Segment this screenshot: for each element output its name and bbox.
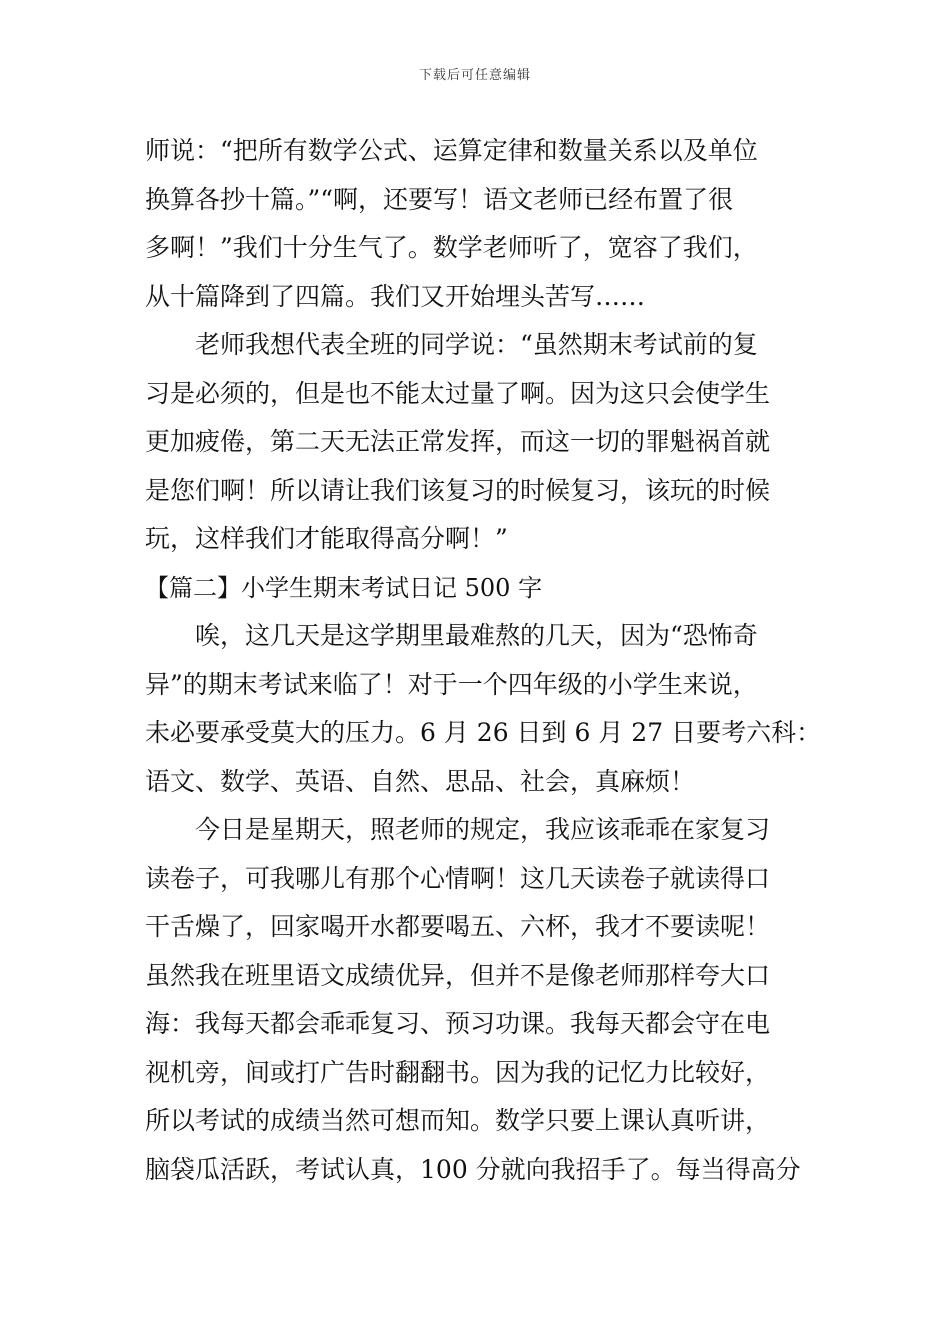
text-line-18: 虽然我在班里语文成绩优异，但并不是像老师那样夸大口 <box>145 960 771 990</box>
text-line-12: 异”的期末考试来临了！对于一个四年级的小学生来说， <box>145 669 758 699</box>
page-header: 下载后可任意编辑 <box>418 68 531 83</box>
text-line-4: 从十篇降到了四篇。我们又开始埋头苦写…… <box>145 281 646 311</box>
text-line-20: 视机旁，间或打广告时翻翻书。因为我的记忆力比较好， <box>145 1057 771 1087</box>
text-line-21: 所以考试的成绩当然可想而知。数学只要上课认真听讲， <box>145 1106 771 1135</box>
text-line-17: 干舌燥了，回家喝开水都要喝五、六杯，我才不要读呢！ <box>145 912 771 941</box>
text-line-7: 更加疲倦，第二天无法正常发挥，而这一切的罪魁祸首就 <box>145 427 771 456</box>
text-line-15: 今日是星期天，照老师的规定，我应该乖乖在家复习 <box>195 815 771 844</box>
document-body <box>145 127 822 1194</box>
text-line-2: 换算各抄十篇。”“啊，还要写！语文老师已经布置了很 <box>145 184 734 214</box>
text-line-19: 海：我每天都会乖乖复习、预习功课。我每天都会守在电 <box>145 1009 771 1038</box>
text-line-8: 是您们啊！所以请让我们该复习的时候复习，该玩的时候 <box>145 475 771 505</box>
text-line-1: 师说：“把所有数学公式、运算定律和数量关系以及单位 <box>145 136 758 165</box>
text-line-3: 多啊！”我们十分生气了。数学老师听了，宽容了我们， <box>145 233 758 262</box>
text-line-5: 老师我想代表全班的同学说：“虽然期末考试前的复 <box>195 330 758 359</box>
text-line-13: 未必要承受莫大的压力。6 月 26 日到 6 月 27 日要考六科： <box>145 718 822 747</box>
text-line-14: 语文、数学、英语、自然、思品、社会，真麻烦！ <box>145 766 696 796</box>
text-line-22: 脑袋瓜活跃，考试认真，100 分就向我招手了。每当得高分 <box>145 1154 801 1184</box>
section-heading: 【篇二】小学生期末考试日记 500 字 <box>145 573 543 602</box>
text-line-9: 玩，这样我们才能取得高分啊！” <box>145 524 508 553</box>
text-line-11: 唉，这几天是这学期里最难熬的几天，因为“恐怖奇 <box>195 621 758 650</box>
text-line-16: 读卷子，可我哪儿有那个心情啊！这几天读卷子就读得口 <box>145 863 771 893</box>
text-line-6: 习是必须的，但是也不能太过量了啊。因为这只会使学生 <box>145 378 771 408</box>
